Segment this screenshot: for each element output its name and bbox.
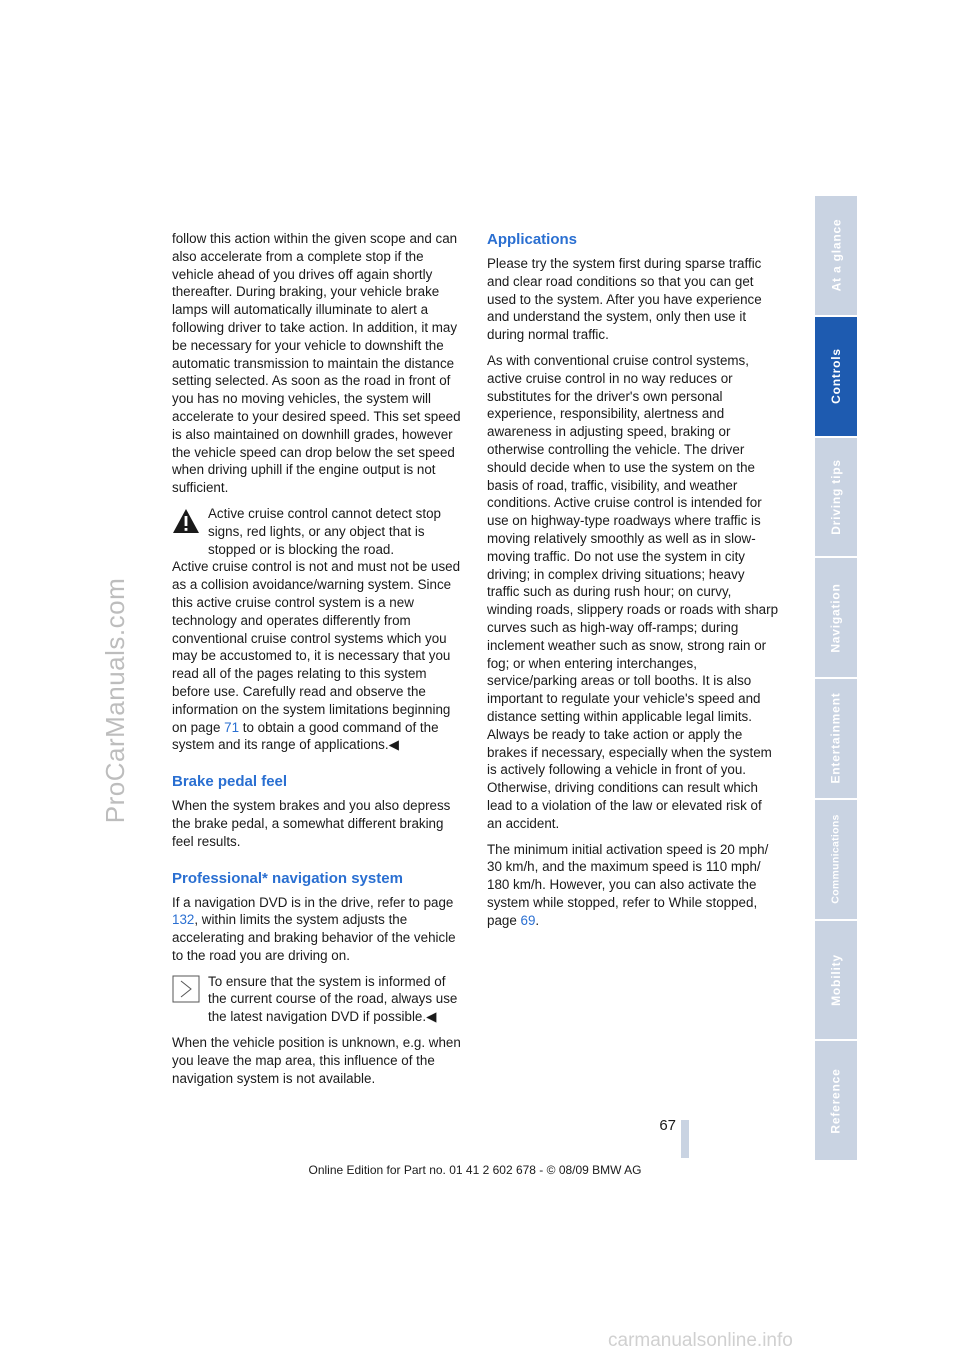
heading-brake-pedal-feel: Brake pedal feel: [172, 773, 288, 791]
page-link-132[interactable]: 132: [172, 912, 195, 928]
side-watermark-text: ProCarManuals.com: [100, 577, 131, 823]
paragraph: If a navigation DVD is in the drive, refer to page 132, within limits the system adjusts the accelerating and braking behavior of the vehicle to the road you are driving on.: [172, 894, 456, 963]
note-arrow-icon: [172, 975, 200, 1003]
page-number: 67: [659, 1117, 676, 1134]
tab-at-a-glance[interactable]: At a glance: [815, 196, 857, 315]
page-number-bar: [681, 1120, 689, 1158]
tab-mobility[interactable]: Mobility: [815, 921, 857, 1040]
paragraph: follow this action within the given scope and can also accelerate from a complete stop if the vehicle ahead of you drives off again shortly thereafter. During braking, your vehicle brake lamps will automatically illuminate to alert a following driver to take action. In addition, it may be necessary for your vehicle to downshift the automatic transmission to maintain the distance setting selected. As soon as the road in front of you has no moving vehicles, the system will accelerate to your desired speed. This set speed is also maintained on downhill grades, however the vehicle speed can drop below the set speed when driving uphill if the engine output is not sufficient.: [172, 231, 461, 496]
warning-note: [172, 505, 464, 754]
paragraph: When the system brakes and you also depress the brake pedal, a somewhat different braking feel results.: [172, 798, 451, 849]
heading-applications: Applications: [487, 231, 578, 248]
section-tabs: [815, 196, 857, 1160]
tab-communications[interactable]: Communications: [815, 800, 857, 919]
info-note: [172, 973, 464, 1026]
heading-navigation-system: Professional* navigation system: [172, 869, 403, 887]
tab-navigation[interactable]: Navigation: [815, 558, 857, 677]
tab-controls[interactable]: Controls: [815, 317, 857, 436]
paragraph: When the vehicle position is unknown, e.g. when you leave the map area, this influence of the navigation system is not available.: [172, 1035, 461, 1086]
side-watermark: [98, 420, 134, 980]
footer-edition: Online Edition for Part no. 01 41 2 602 678 - © 08/09 BMW AG: [308, 1163, 642, 1177]
paragraph: Please try the system first during sparse traffic and clear road conditions so that you can get used to the system. After you have experience and understand the system, only then use it during normal traffic.: [487, 256, 762, 343]
page-link-71[interactable]: 71: [224, 719, 240, 735]
note-text: To ensure that the system is informed of the current course of the road, always use the latest navigation DVD if possible.◀: [208, 973, 458, 1025]
tab-entertainment[interactable]: Entertainment: [815, 679, 857, 798]
warning-triangle-icon: [172, 507, 200, 535]
warning-text-body: Active cruise control is not and must not be used as a collision avoidance/warning system. Since this active cruise control system is a new technology and operates differently from conventional cruise control systems which you may be accustomed to, it is necessary that you read all of the pages relating to this system before use. Carefully read and observe the information on the system limitations beginning on page 71 to obtain a good command of the system and its range of applications.◀: [172, 559, 461, 753]
bottom-watermark: carmanualsonline.info: [608, 1330, 793, 1351]
left-column: [172, 230, 464, 1095]
right-column: [487, 230, 780, 937]
warning-text-intro: Active cruise control cannot detect stop signs, red lights, or any object that is stopped or is blocking the road.: [208, 505, 441, 557]
tab-driving-tips[interactable]: Driving tips: [815, 438, 857, 557]
paragraph: As with conventional cruise control systems, active cruise control in no way reduces or substitutes for the driver's own personal experience, responsibility, alertness and awareness in adjusting speed, braking or otherwise controlling the vehicle. The driver should decide when to use the system on the basis of road, traffic, visibility, and weather conditions. Active cruise control is intended for use on highway-type roadways where traffic is moving relatively smoothly as well as in slow-moving traffic. Do not use the system in city driving; in complex driving situations; heavy traffic such as during rush hour; on curvy, winding roads, slippery roads or roads with sharp curves such as high-way off-ramps; during inclement weather such as snow, strong rain or fog; or when entering interchanges, service/parking areas or toll booths. It is also important to regulate your vehicle's speed and distance setting within applicable legal limits. Always be ready to take action or apply the brakes if necessary, especially when the system is actively following a vehicle in front of you. Otherwise, driving conditions can result which lead to a violation of the law or elevated risk of an accident.: [487, 352, 779, 831]
tab-reference[interactable]: Reference: [815, 1041, 857, 1160]
paragraph: The minimum initial activation speed is 20 mph/ 30 km/h, and the maximum speed is 110 mph/ 180 km/h. However, you can also activate the system while stopped, refer to While stopped, page 69.: [487, 841, 769, 928]
page-link-69[interactable]: 69: [520, 912, 536, 928]
